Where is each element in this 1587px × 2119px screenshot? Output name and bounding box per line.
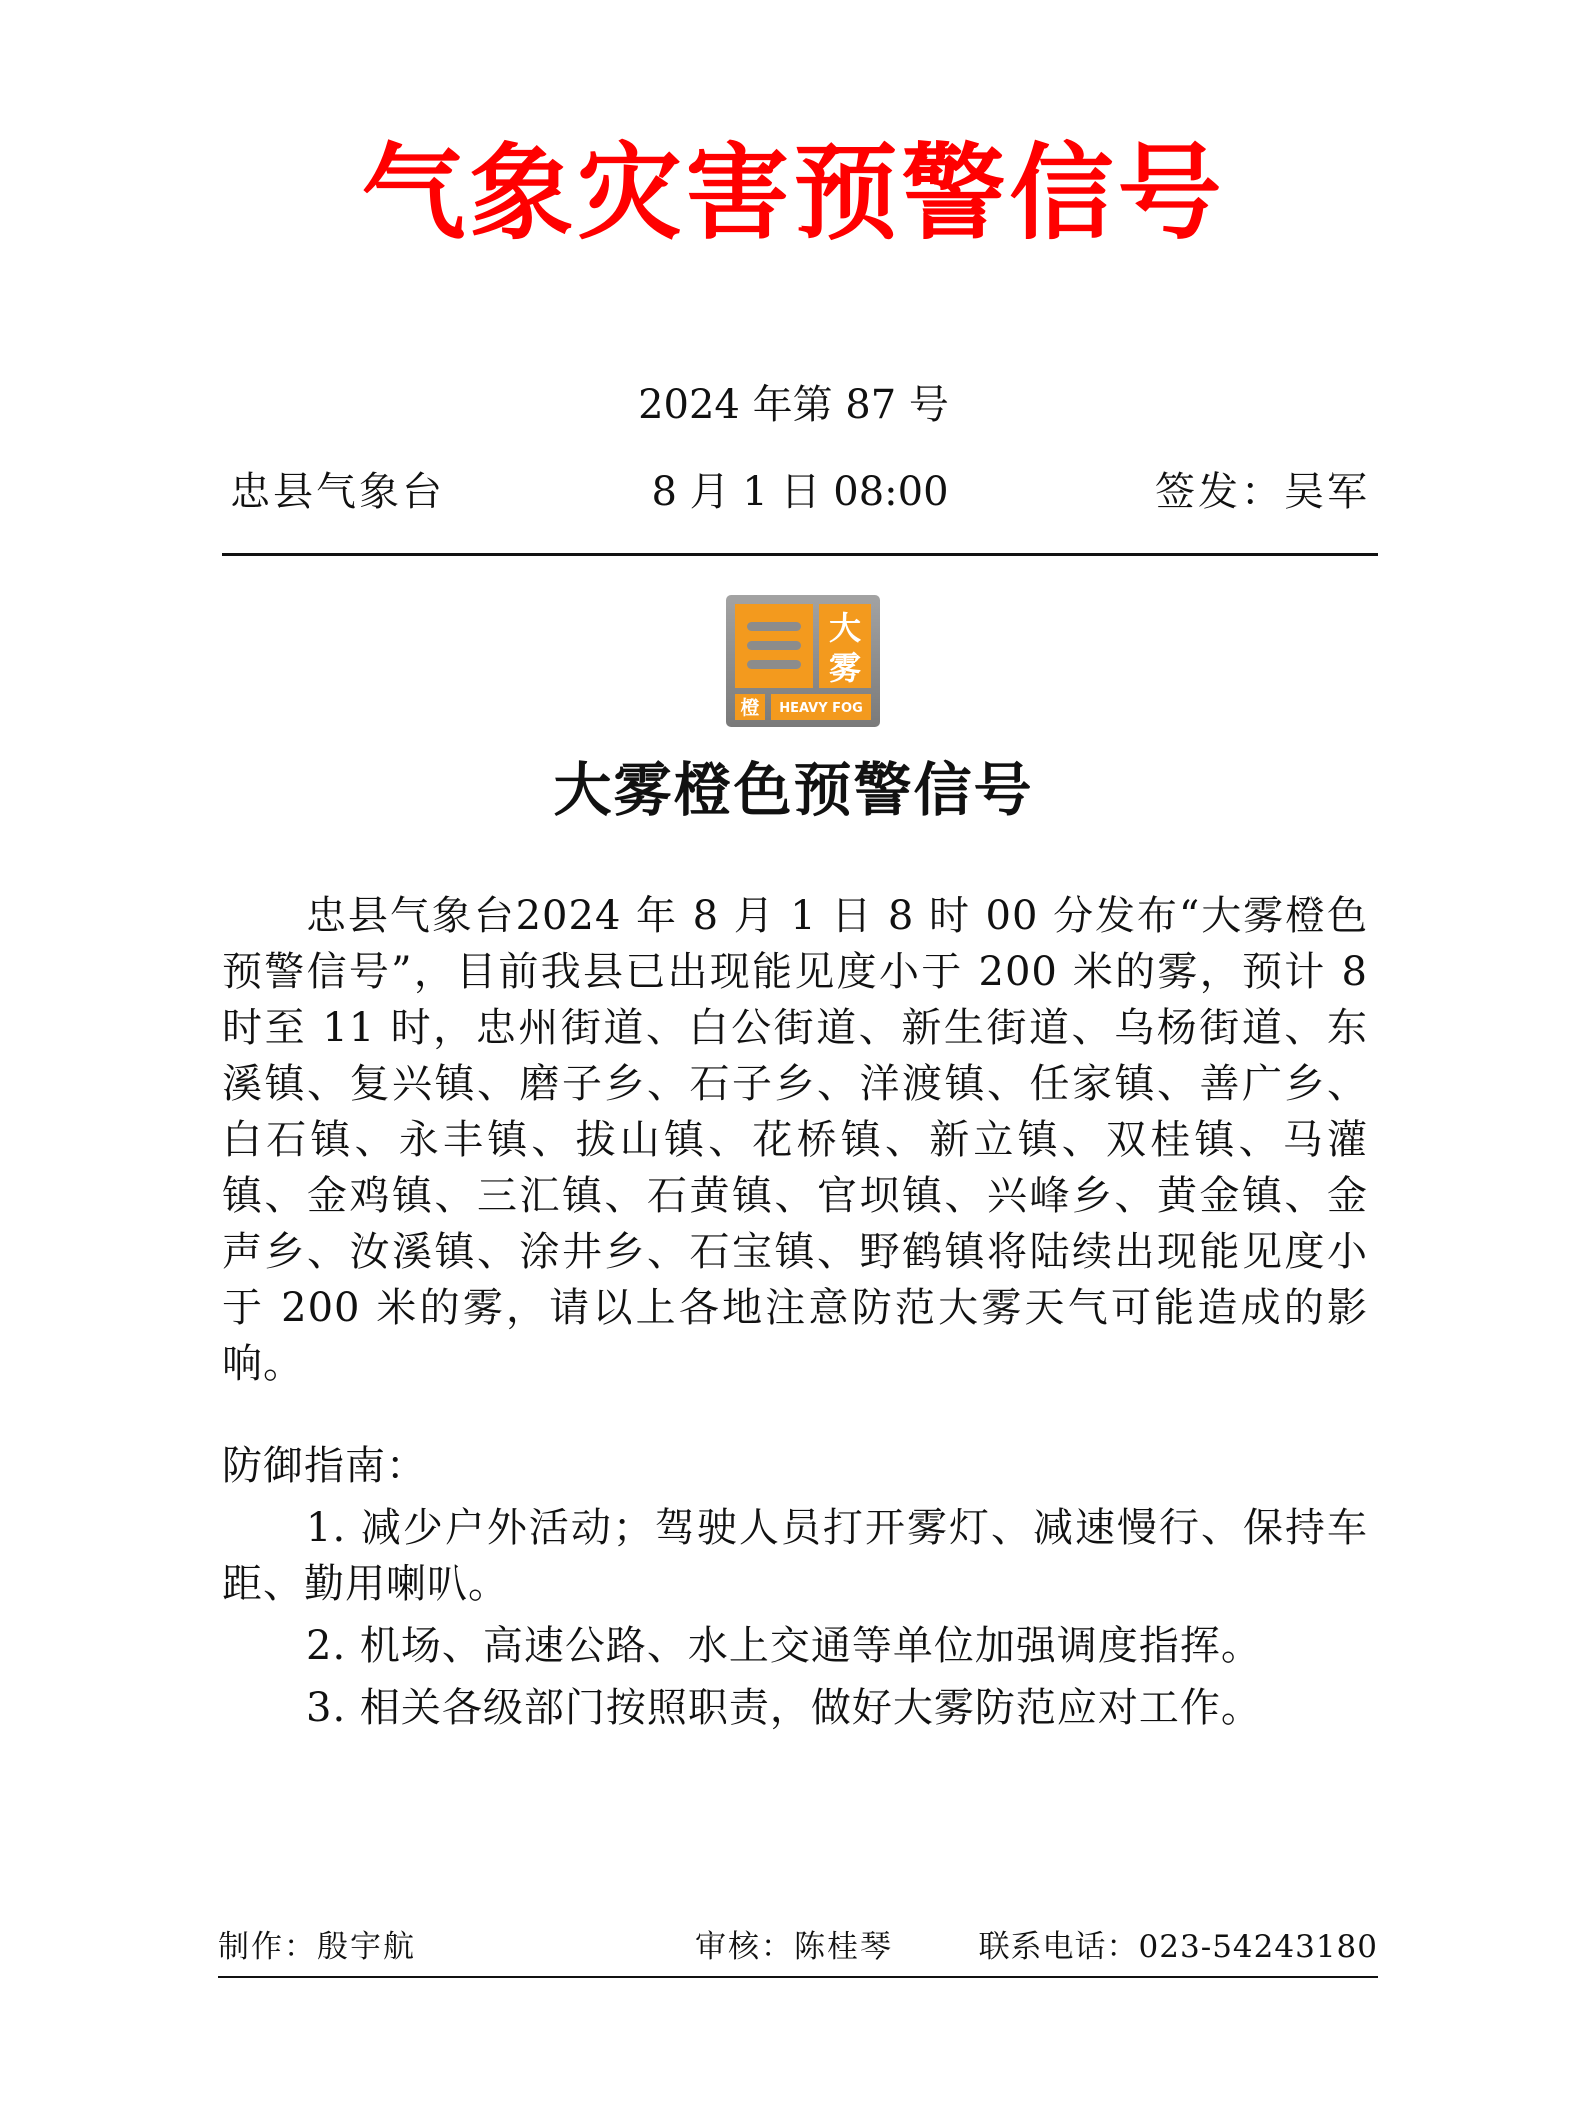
fog-stripe: [747, 622, 801, 631]
signer: 签发：吴军: [1155, 469, 1370, 515]
signal-english-label: HEAVY FOG: [779, 701, 863, 716]
defense-item: 2. 机场、高速公路、水上交通等单位加强调度指挥。: [306, 1623, 1262, 1669]
document-title: 气象灾害预警信号: [361, 131, 1226, 254]
defense-guide: [222, 1438, 1368, 1736]
header-divider: [222, 553, 1378, 556]
defense-heading: 防御指南：: [222, 1443, 427, 1489]
warning-body: 忠县气象台2024 年 8 月 1 日 8 时 00 分发布“大雾橙色预警信号”，目前我县已出现能见度小于 200 米的雾，预计 8 时至 11 时，忠州街道、白公街道、新生街道、乌杨街道、东溪镇、复兴镇、磨子乡、石子乡、洋渡镇、任家镇、善广乡、白石镇、永丰镇、拔山镇、花桥镇、新立镇、双桂镇、马灌镇、金鸡镇、三汇镇、石黄镇、官坝镇、兴峰乡、黄金镇、金声乡、汝溪镇、涂井乡、石宝镇、野鹤镇将陆续出现能见度小于 200 米的雾，请以上各地注意防范大雾天气可能造成的影响。: [222, 893, 1368, 1387]
warning-title: 大雾橙色预警信号: [553, 756, 1034, 824]
footer-divider: [218, 1976, 1378, 1978]
meta-row: [222, 464, 1378, 520]
signal-char-top: 大: [828, 609, 862, 647]
fog-stripe: [747, 660, 801, 669]
signal-level-char: 橙: [740, 697, 760, 719]
reviewer: 审核：陈桂琴: [695, 1929, 893, 1965]
defense-item: 3. 相关各级部门按照职责，做好大雾防范应对工作。: [306, 1685, 1262, 1731]
issue-date: 8 月 1 日 08:00: [651, 469, 949, 515]
footer: [218, 1926, 1378, 1968]
contact-phone: 联系电话：023-54243180: [978, 1929, 1378, 1965]
issuer: 忠县气象台: [230, 469, 445, 515]
producer: 制作：殷宇航: [218, 1929, 416, 1965]
signal-char-bottom: 雾: [828, 649, 862, 687]
fog-stripe: [747, 641, 801, 650]
issue-number: 2024 年第 87 号: [638, 382, 949, 428]
defense-item: 1. 减少户外活动；驾驶人员打开雾灯、减速慢行、保持车距、勤用喇叭。: [222, 1505, 1368, 1607]
heavy-fog-orange-signal-icon: [724, 593, 882, 729]
